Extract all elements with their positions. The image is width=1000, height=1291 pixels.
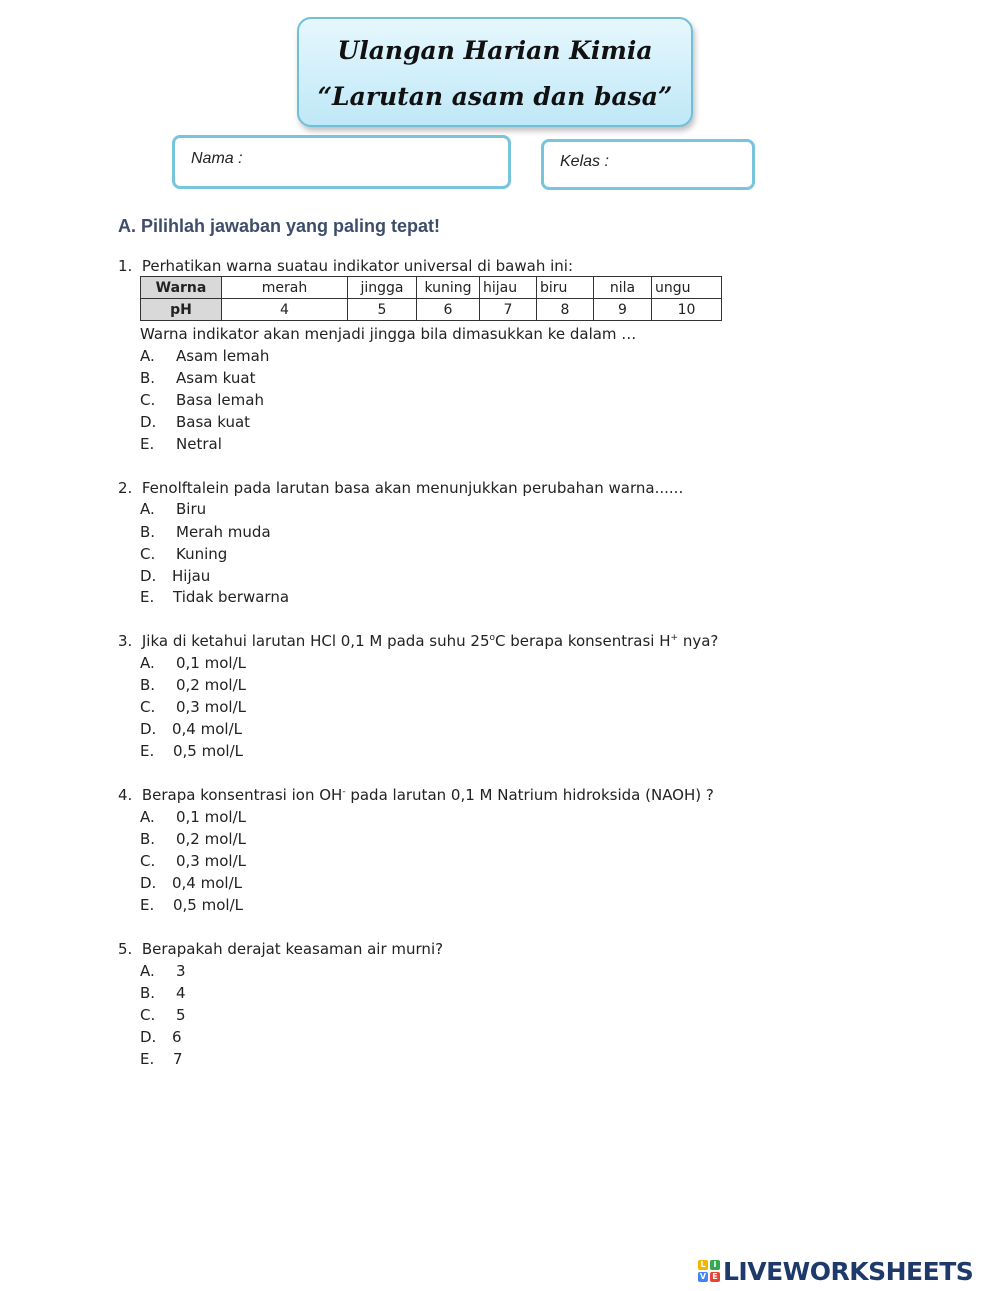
option-letter: E. <box>140 435 155 453</box>
table-cell-ph: 8 <box>537 299 594 321</box>
option-letter: C. <box>140 391 156 409</box>
option-letter: A. <box>140 500 155 518</box>
option-text: 0,3 mol/L <box>176 698 246 716</box>
question-text-part: pada larutan 0,1 M Natrium hidroksida (NAOH) ? <box>345 786 714 804</box>
option-text: Merah muda <box>176 523 271 541</box>
option-c[interactable] <box>140 545 227 563</box>
table-header-ph: pH <box>141 299 222 321</box>
option-a[interactable] <box>140 654 246 672</box>
nama-label: Nama : <box>191 150 243 167</box>
table-cell-color: ungu <box>652 277 722 299</box>
option-d[interactable] <box>140 413 250 431</box>
title-line-1: Ulangan Harian Kimia <box>337 36 653 65</box>
question-text: Perhatikan warna suatau indikator universal di bawah ini: <box>141 257 573 275</box>
superscript: o <box>489 633 495 643</box>
option-letter: D. <box>140 1028 157 1046</box>
liveworksheets-icon <box>698 1260 720 1282</box>
option-letter: B. <box>140 676 156 694</box>
superscript: - <box>342 787 346 797</box>
option-letter: C. <box>140 545 156 563</box>
option-text: Hijau <box>172 567 211 585</box>
indicator-table <box>140 276 722 321</box>
option-letter: D. <box>140 413 157 431</box>
option-letter: A. <box>140 962 155 980</box>
option-letter: D. <box>140 720 157 738</box>
option-text: 5 <box>176 1006 186 1024</box>
logo-tile: I <box>710 1260 720 1270</box>
option-letter: B. <box>140 523 156 541</box>
option-b[interactable] <box>140 830 246 848</box>
kelas-label: Kelas : <box>560 153 609 170</box>
option-letter: E. <box>140 588 155 606</box>
table-cell-ph: 4 <box>222 299 348 321</box>
option-text: Kuning <box>176 545 228 563</box>
option-c[interactable] <box>140 391 264 409</box>
table-cell-color: biru <box>537 277 594 299</box>
option-letter: A. <box>140 347 155 365</box>
option-text: Basa kuat <box>176 413 251 431</box>
option-letter: A. <box>140 654 155 672</box>
question-1-followup: Warna indikator akan menjadi jingga bila dimasukkan ke dalam … <box>140 325 637 343</box>
option-b[interactable] <box>140 676 246 694</box>
option-text: 0,2 mol/L <box>176 830 246 848</box>
question-text-part: C berapa konsentrasi H <box>495 632 671 650</box>
option-e[interactable] <box>140 588 289 606</box>
option-e[interactable] <box>140 435 222 453</box>
table-cell-ph: 7 <box>480 299 537 321</box>
option-text: 0,2 mol/L <box>176 676 246 694</box>
title-box <box>297 17 693 127</box>
table-cell-color: merah <box>222 277 348 299</box>
question-text-part: Jika di ketahui larutan HCl 0,1 M pada suhu 25 <box>141 632 490 650</box>
question-text-part: Berapa konsentrasi ion OH <box>141 786 343 804</box>
option-letter: B. <box>140 369 156 387</box>
option-text: 0,4 mol/L <box>172 874 242 892</box>
option-text: 4 <box>176 984 186 1002</box>
question-5 <box>118 940 443 958</box>
option-b[interactable] <box>140 984 186 1002</box>
option-letter: C. <box>140 698 156 716</box>
table-cell-color: hijau <box>480 277 537 299</box>
option-a[interactable] <box>140 347 269 365</box>
option-text: 3 <box>176 962 186 980</box>
option-text: Basa lemah <box>176 391 264 409</box>
question-number: 4. <box>118 786 133 804</box>
table-cell-ph: 6 <box>417 299 480 321</box>
question-3 <box>118 632 718 650</box>
option-text: Biru <box>176 500 207 518</box>
option-text: 7 <box>173 1050 183 1068</box>
liveworksheets-logo-text: LIVEWORKSHEETS <box>723 1256 974 1286</box>
table-row-ph <box>141 299 722 321</box>
option-letter: A. <box>140 808 155 826</box>
liveworksheets-logo[interactable] <box>698 1257 973 1285</box>
logo-tile: V <box>699 1272 707 1281</box>
question-2 <box>118 479 683 497</box>
option-b[interactable] <box>140 523 271 541</box>
question-1 <box>118 257 573 275</box>
option-c[interactable] <box>140 698 246 716</box>
option-e[interactable] <box>140 1050 183 1068</box>
option-text: 0,5 mol/L <box>173 896 243 914</box>
superscript: + <box>670 633 679 643</box>
table-cell-ph: 9 <box>594 299 652 321</box>
nama-field[interactable] <box>172 135 511 189</box>
question-text <box>142 786 714 804</box>
section-title: A. Pilihlah jawaban yang paling tepat! <box>118 216 441 236</box>
question-number: 2. <box>118 479 133 497</box>
option-letter: C. <box>140 852 156 870</box>
option-letter: D. <box>140 567 157 585</box>
question-text: Berapakah derajat keasaman air murni? <box>141 940 444 958</box>
option-letter: C. <box>140 1006 156 1024</box>
title-line-2: “Larutan asam dan basa” <box>317 82 673 111</box>
option-a[interactable] <box>140 808 246 826</box>
option-text: 0,1 mol/L <box>176 654 246 672</box>
table-cell-color: nila <box>594 277 652 299</box>
table-cell-ph: 10 <box>652 299 722 321</box>
option-text: Asam kuat <box>176 369 256 387</box>
option-text: Netral <box>176 435 222 453</box>
option-letter: B. <box>140 984 156 1002</box>
option-e[interactable] <box>140 896 243 914</box>
logo-tile: L <box>698 1260 708 1270</box>
option-d[interactable] <box>140 567 210 585</box>
option-b[interactable] <box>140 369 255 387</box>
question-text <box>142 632 719 650</box>
option-letter: E. <box>140 742 155 760</box>
logo-tile: E <box>710 1272 720 1282</box>
option-a[interactable] <box>140 962 186 980</box>
option-e[interactable] <box>140 742 243 760</box>
option-letter: B. <box>140 830 156 848</box>
table-row-warna <box>141 277 722 299</box>
option-d[interactable] <box>140 874 242 892</box>
question-number: 3. <box>118 632 133 650</box>
table-header-warna: Warna <box>141 277 222 299</box>
option-c[interactable] <box>140 1006 186 1024</box>
option-letter: E. <box>140 1050 155 1068</box>
option-text: 6 <box>172 1028 182 1046</box>
option-d[interactable] <box>140 720 242 738</box>
question-text: Fenolftalein pada larutan basa akan menunjukkan perubahan warna...... <box>141 479 684 497</box>
table-cell-color: kuning <box>417 277 480 299</box>
option-text: Tidak berwarna <box>173 588 290 606</box>
question-4 <box>118 786 714 804</box>
option-a[interactable] <box>140 500 206 518</box>
option-text: 0,4 mol/L <box>172 720 242 738</box>
option-c[interactable] <box>140 852 246 870</box>
question-text-part: nya? <box>678 632 719 650</box>
table-cell-ph: 5 <box>348 299 417 321</box>
option-letter: E. <box>140 896 155 914</box>
kelas-field[interactable] <box>541 139 755 190</box>
option-text: 0,5 mol/L <box>173 742 243 760</box>
option-d[interactable] <box>140 1028 182 1046</box>
table-cell-color: jingga <box>348 277 417 299</box>
option-text: 0,3 mol/L <box>176 852 246 870</box>
question-number: 5. <box>118 940 133 958</box>
question-number: 1. <box>118 257 133 275</box>
option-text: Asam lemah <box>176 347 270 365</box>
option-text: 0,1 mol/L <box>176 808 246 826</box>
option-letter: D. <box>140 874 157 892</box>
